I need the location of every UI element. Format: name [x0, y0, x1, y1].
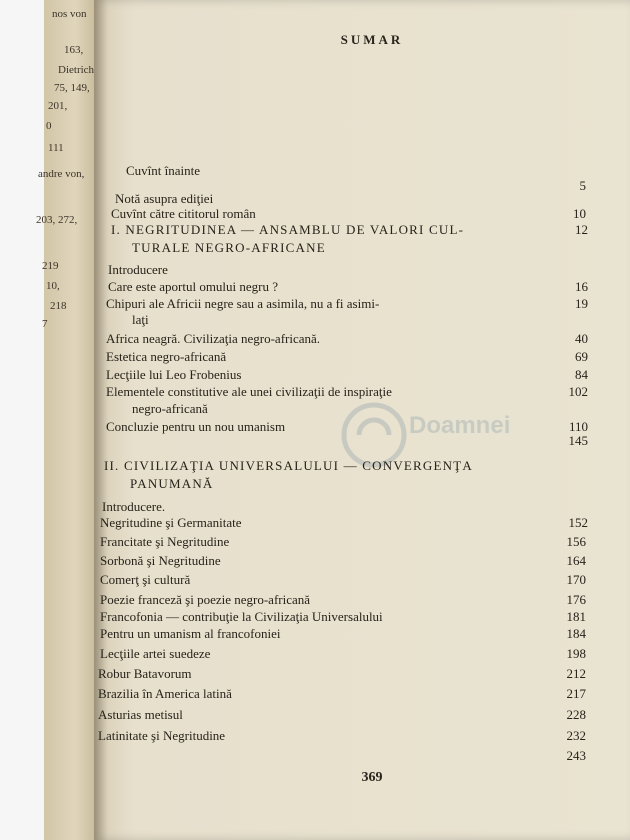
toc-entry-label: Chipuri ale Africii negre sau a asimila, nu a fi asimi- [106, 296, 380, 311]
toc-page-number: 164 [566, 553, 586, 568]
toc-page-number: 110 [568, 419, 588, 434]
toc-entry-label: Care este aportul omului negru ? [108, 279, 279, 294]
toc-page-number: 102 [568, 384, 588, 399]
toc-row [94, 279, 630, 297]
toc-row [94, 592, 630, 610]
toc-page-number: 176 [566, 592, 586, 607]
toc-section-label: TURALE NEGRO-AFRICANE [132, 240, 326, 255]
toc-row [94, 331, 630, 349]
toc-entry-label: Introducere [108, 262, 168, 277]
toc-page-number: 217 [566, 686, 586, 701]
toc-page-number: 16 [575, 279, 588, 294]
book-spine-background [0, 0, 44, 840]
toc-row [94, 262, 630, 280]
toc-row [94, 367, 630, 385]
toc-row [94, 686, 630, 704]
toc-row [94, 534, 630, 552]
toc-page-number: 212 [566, 666, 586, 681]
toc-row [94, 666, 630, 684]
toc-page-number: 170 [566, 572, 586, 587]
left-page-fragment: 219 [42, 260, 59, 272]
toc-entry-label: laţi [132, 312, 149, 327]
toc-row [94, 609, 630, 627]
toc-row [94, 384, 630, 402]
toc-page-number: 5 [579, 178, 586, 193]
left-page-fragment: 10, [46, 280, 60, 292]
left-page-fragment: Dietrich [58, 64, 95, 76]
toc-entry-label: Lecţiile artei suedeze [100, 646, 211, 661]
toc-page-number: 145 [568, 433, 588, 448]
page-number: 369 [361, 770, 383, 785]
left-page-fragment: 218 [50, 300, 67, 312]
toc-page-number: 198 [566, 646, 586, 661]
toc-entry-label: Pentru un umanism al francofoniei [100, 626, 281, 641]
left-page-fragment: andre von, [38, 168, 85, 180]
left-page-fragment: 75, 149, [54, 82, 90, 94]
toc-section-label: II. CIVILIZAŢIA UNIVERSALULUI — CONVERGENŢA [104, 458, 473, 473]
toc-row [94, 515, 630, 533]
toc-page-number: 69 [575, 349, 588, 364]
toc-entry-label: Elementele constitutive ale unei civilizaţii de inspiraţie [106, 384, 392, 399]
page-title: SUMAR [340, 32, 404, 47]
toc-entry-label: Sorbonă şi Negritudine [100, 553, 221, 568]
toc-row [94, 728, 630, 746]
toc-page-number: 84 [575, 367, 588, 382]
left-page-fragment: 7 [42, 318, 48, 330]
toc-entry-label: Latinitate şi Negritudine [98, 728, 226, 743]
toc-entry-label: Francofonia — contribuţie la Civilizaţia Universalului [100, 609, 383, 624]
right-page [94, 0, 630, 840]
toc-section-label: PANUMANĂ [130, 476, 214, 491]
toc-entry-label: Notă asupra ediţiei [115, 191, 214, 206]
toc-row [94, 312, 630, 330]
toc-page-number: 40 [575, 331, 588, 346]
left-page-fragment: 203, 272, [36, 214, 78, 226]
left-page-fragment: nos von [52, 8, 87, 20]
toc-row [94, 707, 630, 725]
toc-section-heading [94, 458, 630, 476]
toc-row [94, 433, 630, 451]
toc-entry-label: negro-africană [132, 401, 208, 416]
toc-page-number: 243 [566, 748, 586, 763]
toc-entry-label: Comerţ şi cultură [100, 572, 191, 587]
toc-entry-label: Lecţiile lui Leo Frobenius [106, 367, 242, 382]
left-page-margin [36, 0, 96, 840]
toc-section-label: I. NEGRITUDINEA — ANSAMBLU DE VALORI CUL- [111, 222, 465, 237]
left-page-fragment: 201, [48, 100, 68, 112]
toc-entry-label: Poezie franceză şi poezie negro-africană [100, 592, 311, 607]
toc-page-number: 152 [568, 515, 588, 530]
toc-row [94, 626, 630, 644]
toc-section-heading [94, 222, 630, 240]
toc-entry-label: Brazilia în America latină [98, 686, 232, 701]
toc-entry-label: Introducere. [102, 499, 166, 514]
toc-row [94, 572, 630, 590]
toc-page-number: 184 [566, 626, 586, 641]
toc-page-number: 19 [575, 296, 588, 311]
toc-entry-label: Robur Batavorum [98, 666, 192, 681]
toc-entry-label: Francitate şi Negritudine [100, 534, 230, 549]
toc-page-number: 156 [566, 534, 586, 549]
watermark-text: Doamnei [409, 412, 511, 439]
table-of-contents [94, 0, 630, 840]
left-page-fragment: 163, [64, 44, 84, 56]
toc-entry-label: Asturias metisul [98, 707, 183, 722]
toc-entry-label: Negritudine şi Germanitate [100, 515, 242, 530]
toc-section-heading [94, 476, 630, 494]
toc-entry-label: Africa neagră. Civilizaţia negro-africană. [106, 331, 321, 346]
toc-section-heading [94, 240, 630, 258]
left-page-fragment: 0 [46, 120, 52, 132]
toc-row [94, 553, 630, 571]
toc-page-number: 228 [566, 707, 586, 722]
toc-page-number: 12 [575, 222, 588, 237]
left-page-fragment: 111 [48, 142, 64, 154]
toc-row [94, 646, 630, 664]
toc-page-number: 232 [566, 728, 586, 743]
toc-entry-label: Cuvînt înainte [126, 163, 201, 178]
toc-row [94, 748, 630, 766]
toc-entry-label: Estetica negro-africană [106, 349, 227, 364]
toc-entry-label: Cuvînt către cititorul român [111, 206, 256, 221]
toc-entry-label: Concluzie pentru un nou umanism [106, 419, 286, 434]
toc-row [94, 349, 630, 367]
toc-page-number: 10 [573, 206, 586, 221]
toc-row [94, 401, 630, 419]
toc-page-number: 181 [566, 609, 586, 624]
